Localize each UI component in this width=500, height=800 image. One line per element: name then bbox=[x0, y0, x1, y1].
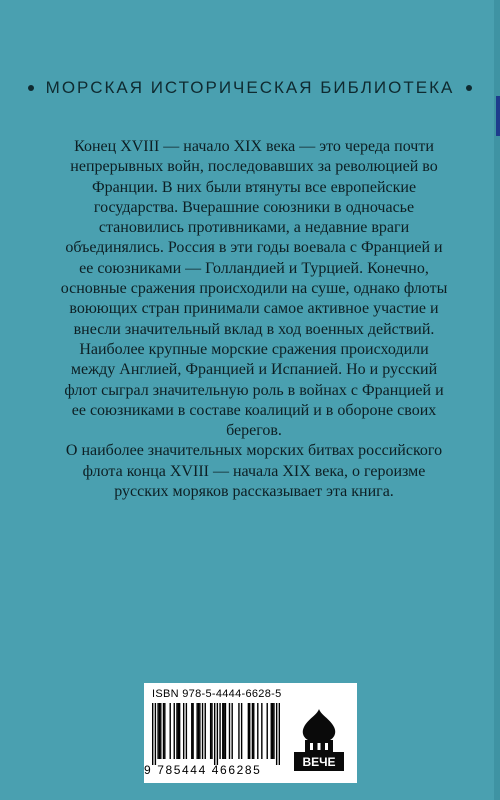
book-annotation bbox=[60, 137, 448, 502]
barcode-bar bbox=[257, 703, 258, 759]
publisher-logo-icon bbox=[290, 707, 348, 773]
barcode-bar bbox=[198, 703, 199, 759]
barcode-bar bbox=[273, 703, 274, 759]
barcode-bar bbox=[164, 703, 165, 759]
barcode-bar bbox=[210, 703, 211, 759]
barcode-bar bbox=[276, 703, 277, 765]
barcode-bar bbox=[248, 703, 249, 759]
barcode-bar bbox=[225, 703, 226, 759]
barcode-bar bbox=[229, 703, 230, 759]
barcode-bar bbox=[223, 703, 224, 759]
barcode-bar bbox=[176, 703, 177, 759]
barcode-bar bbox=[157, 703, 158, 759]
barcode-bar bbox=[238, 703, 239, 759]
annotation-paragraph: Конец XVIII — начало XIX века — это череда почти непрерывных войн, последовавших за революцией во Франции. В них были втянуты все европейские государства. Вчерашние союзники в одночасье становились противниками, а недавние враги объединялись. Россия в эти годы воевала с Францией и ее союзниками — Голландией и Турцией. Конечно, основные сражения происходили на суше, однако флоты воюющих стран принимали самое активное участие и внесли значительный вклад в ход военных действий. Наиболее крупные морские сражения происходили между Англией, Францией и Испанией. Но и русский флот сыграл значительную роль в войнах с Францией и ее союзниками в составе коалиций и в обороне своих берегов. bbox=[60, 138, 448, 440]
barcode-bar bbox=[199, 703, 200, 759]
barcode-bar bbox=[217, 703, 218, 765]
barcode-bar bbox=[231, 703, 232, 759]
barcode-bar bbox=[159, 703, 160, 759]
barcode-bar bbox=[267, 703, 268, 759]
isbn-label: ISBN 978-5-4444-6628-5 bbox=[152, 688, 282, 700]
barcode-bar bbox=[252, 703, 253, 759]
barcode-bar bbox=[174, 703, 175, 759]
barcode-bar bbox=[163, 703, 164, 759]
annotation-paragraph: О наиболее значительных морских битвах российского флота конца XVIII — начала XIX века, о героизме русских моряков рассказывает эта книга. bbox=[65, 442, 443, 501]
barcode-bar bbox=[279, 703, 280, 765]
barcode-bar bbox=[183, 703, 184, 759]
series-header bbox=[0, 78, 500, 98]
barcode-bar bbox=[249, 703, 250, 759]
barcode-bar bbox=[211, 703, 212, 759]
barcode-bar bbox=[253, 703, 254, 759]
barcode-bar bbox=[179, 703, 180, 759]
barcode-bar bbox=[271, 703, 272, 759]
bullet-icon bbox=[466, 85, 472, 91]
barcode-bar bbox=[261, 703, 262, 759]
barcode-bar bbox=[152, 703, 153, 765]
barcode-bar bbox=[196, 703, 197, 759]
barcode-bar bbox=[222, 703, 223, 759]
barcode-bar bbox=[202, 703, 203, 759]
bullet-icon bbox=[28, 85, 34, 91]
barcode-bar bbox=[155, 703, 156, 765]
barcode-bar bbox=[160, 703, 161, 759]
barcode-bar bbox=[178, 703, 179, 759]
barcode-panel bbox=[144, 683, 357, 783]
barcode-bar bbox=[186, 703, 187, 759]
barcode-bar bbox=[214, 703, 215, 765]
barcode-bar bbox=[205, 703, 206, 759]
spine-color-mark bbox=[496, 96, 500, 136]
barcode-bar bbox=[272, 703, 273, 759]
publisher-logo-text: ВЕЧЕ bbox=[302, 755, 336, 769]
barcode-digits: 9 785444 466285 bbox=[144, 763, 262, 777]
barcode-bar bbox=[170, 703, 171, 759]
barcode-bar bbox=[192, 703, 193, 759]
barcode-bars bbox=[152, 703, 280, 765]
barcode-bar bbox=[219, 703, 220, 759]
barcode-bar bbox=[241, 703, 242, 759]
series-title: МОРСКАЯ ИСТОРИЧЕСКАЯ БИБЛИОТЕКА bbox=[45, 78, 455, 97]
barcode-bar bbox=[191, 703, 192, 759]
